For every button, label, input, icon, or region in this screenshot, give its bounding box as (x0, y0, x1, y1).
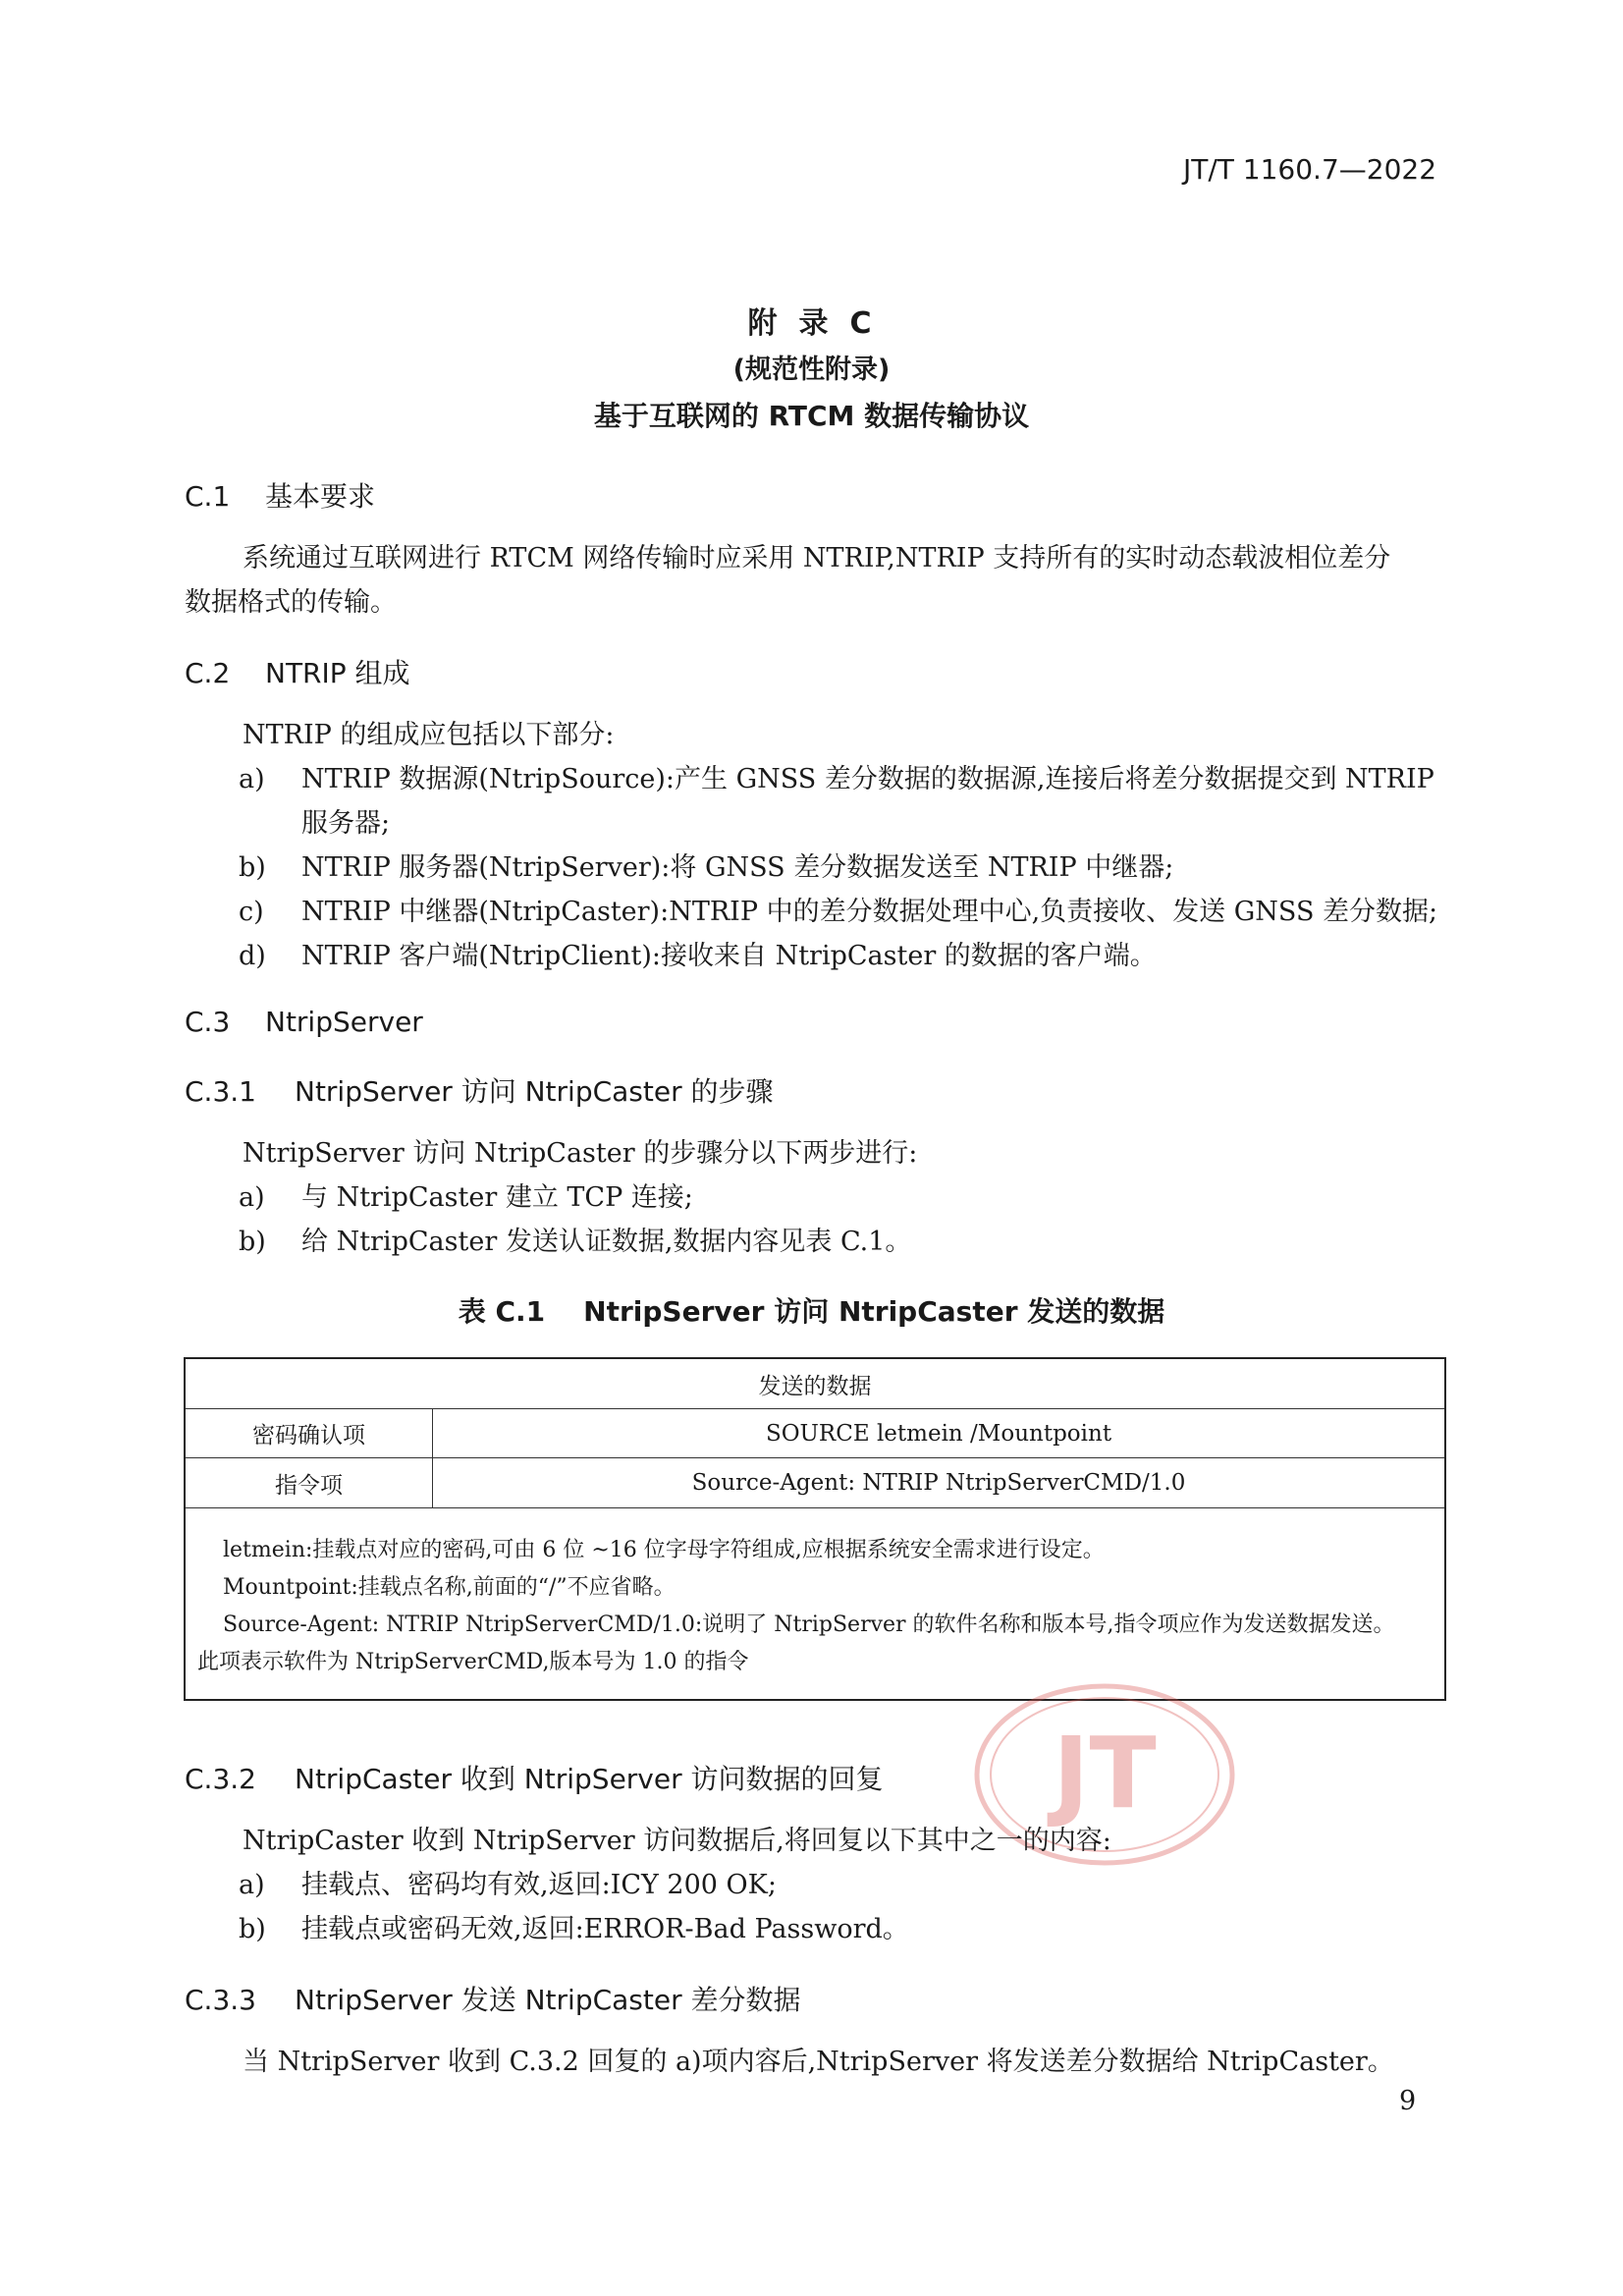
section-number: C.3.3 (185, 1984, 256, 2016)
list-item-text: 与 NtripCaster 建立 TCP 连接; (301, 1182, 693, 1213)
section-c1-heading (185, 475, 375, 515)
list-item-continuation: 服务器; (301, 808, 391, 839)
section-title: NTRIP 组成 (265, 657, 410, 689)
section-c3-heading (185, 1006, 423, 1038)
section-title: 基本要求 (265, 480, 376, 513)
table-header-row (186, 1359, 1444, 1409)
list-item (239, 890, 1438, 934)
section-c32-heading (185, 1758, 884, 1797)
section-title: NtripCaster 收到 NtripServer 访问数据的回复 (295, 1763, 884, 1795)
table-note: Source-Agent: NTRIP NtripServerCMD/1.0:说明了 NtripServer 的软件名称和版本号,指令项应作为发送数据发送。 (223, 1613, 1395, 1637)
list-item (239, 1907, 909, 1951)
list-item-text: 给 NtripCaster 发送认证数据,数据内容见表 C.1。 (301, 1227, 912, 1257)
stamp-text: JT (1053, 1716, 1157, 1831)
c33-paragraph: 当 NtripServer 收到 C.3.2 回复的 a)项内容后,NtripServer 将发送差分数据给 NtripCaster。 (243, 2047, 1394, 2077)
list-item-text: 挂载点或密码无效,返回:ERROR-Bad Password。 (301, 1914, 909, 1944)
c31-intro: NtripServer 访问 NtripCaster 的步骤分以下两步进行: (243, 1138, 918, 1169)
annex-label-char-3: C (849, 306, 876, 341)
annex-label-char-1: 附 (747, 306, 782, 341)
list-item (239, 1175, 693, 1220)
table-header-cell: 发送的数据 (758, 1373, 872, 1399)
table-value-cell: Source-Agent: NTRIP NtripServerCMD/1.0 (691, 1470, 1186, 1496)
list-item-text: 挂载点、密码均有效,返回:ICY 200 OK; (301, 1870, 777, 1900)
section-number: C.3.2 (185, 1763, 256, 1795)
list-item-label: a) (239, 1182, 265, 1213)
list-item-label: a) (239, 1870, 265, 1900)
section-number: C.3.1 (185, 1075, 256, 1108)
c1-paragraph-line2: 数据格式的传输。 (185, 587, 397, 618)
list-item-label: a) (239, 764, 265, 794)
section-title: NtripServer 访问 NtripCaster 的步骤 (295, 1075, 774, 1108)
table-note: Mountpoint:挂载点名称,前面的“/”不应省略。 (223, 1575, 676, 1600)
section-c33-heading (185, 1979, 801, 2018)
list-item (239, 1863, 777, 1907)
list-item-label: b) (239, 852, 266, 883)
annex-label (0, 299, 1623, 342)
annex-title: 基于互联网的 RTCM 数据传输协议 (593, 400, 1030, 432)
standard-id: JT/T 1160.7—2022 (1183, 153, 1437, 186)
section-c31-heading (185, 1070, 774, 1110)
table-note: 此项表示软件为 NtripServerCMD,版本号为 1.0 的指令 (197, 1650, 749, 1674)
list-item-text: NTRIP 中继器(NtripCaster):NTRIP 中的差分数据处理中心,负责接收、发送 GNSS 差分数据; (301, 897, 1438, 927)
list-item (239, 1220, 912, 1264)
section-title: NtripServer (265, 1006, 423, 1038)
table-title: 表 C.1 NtripServer 访问 NtripCaster 发送的数据 (458, 1295, 1165, 1328)
section-number: C.2 (185, 657, 231, 689)
list-item-label: b) (239, 1227, 266, 1257)
section-c2-heading (185, 652, 410, 691)
c2-intro: NTRIP 的组成应包括以下部分: (243, 720, 615, 750)
table-key-cell: 指令项 (186, 1458, 433, 1507)
list-item-label: b) (239, 1914, 266, 1944)
list-item (239, 846, 1174, 890)
c1-paragraph-line1: 系统通过互联网进行 RTCM 网络传输时应采用 NTRIP,NTRIP 支持所有的实时动态载波相位差分 (243, 543, 1391, 574)
list-item-text: NTRIP 客户端(NtripClient):接收来自 NtripCaster 的数据的客户端。 (301, 941, 1157, 971)
list-item (239, 757, 1434, 801)
list-item-text: NTRIP 数据源(NtripSource):产生 GNSS 差分数据的数据源,连接后将差分数据提交到 NTRIP (301, 764, 1434, 794)
table-row (186, 1458, 1444, 1508)
table-key-cell: 密码确认项 (186, 1409, 433, 1457)
annex-nature: (规范性附录) (732, 355, 891, 385)
list-item-text: NTRIP 服务器(NtripServer):将 GNSS 差分数据发送至 NTRIP 中继器; (301, 852, 1174, 883)
list-item-label: c) (239, 897, 264, 927)
section-number: C.3 (185, 1006, 231, 1038)
section-title: NtripServer 发送 NtripCaster 差分数据 (295, 1984, 801, 2016)
table-note: letmein:挂载点对应的密码,可由 6 位 ~16 位字母字符组成,应根据系统安全需求进行设定。 (223, 1538, 1105, 1562)
list-item-label: d) (239, 941, 266, 971)
annex-label-char-2: 录 (798, 306, 833, 341)
page-number: 9 (1399, 2086, 1417, 2116)
c32-intro: NtripCaster 收到 NtripServer 访问数据后,将回复以下其中之一的内容: (243, 1826, 1111, 1856)
data-table (184, 1357, 1446, 1701)
table-row (186, 1409, 1444, 1458)
table-value-cell: SOURCE letmein /Mountpoint (765, 1420, 1112, 1447)
list-item (239, 934, 1157, 978)
section-number: C.1 (185, 480, 231, 513)
